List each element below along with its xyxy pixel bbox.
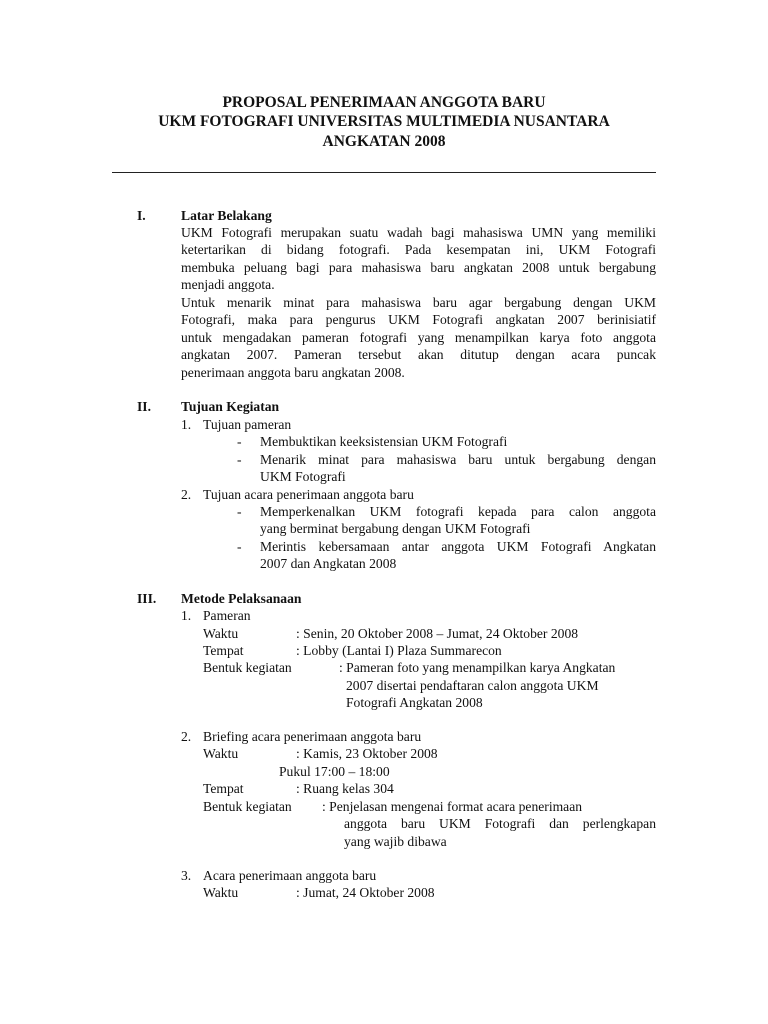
section-2-item-2-bullet-2-line-1: Merintis kebersamaan antar anggota UKM Fotografi Angkatan: [260, 539, 656, 554]
bentuk-kegiatan-line-2: anggota baru UKM Fotografi dan perlengkapan: [344, 816, 656, 831]
section-3-item-1-number: 1.: [181, 608, 192, 623]
section-2-heading: Tujuan Kegiatan: [181, 399, 280, 414]
section-2-item-1-number: 1.: [181, 417, 192, 432]
section-2-item-1-bullet-1: Membuktikan keeksistensian UKM Fotografi: [260, 434, 508, 449]
waktu-value: : Kamis, 23 Oktober 2008: [296, 746, 438, 761]
section-3-item-3-number: 3.: [181, 868, 192, 883]
doc-title-line-1: PROPOSAL PENERIMAAN ANGGOTA BARU: [222, 94, 546, 111]
section-2-item-2-bullet-2-line-2: 2007 dan Angkatan 2008: [260, 556, 397, 571]
section-1-para-1-line-1: UKM Fotografi merupakan suatu wadah bagi mahasiswa UMN yang memiliki: [181, 225, 656, 240]
section-1-para-1-line-2: ketertarikan di bidang fotografi. Pada kesempatan ini, UKM Fotografi: [181, 242, 656, 257]
section-2-item-2-number: 2.: [181, 487, 192, 502]
section-1-para-2-line-2: Fotografi, maka para pengurus UKM Fotografi angkatan 2007 berinisiatif: [181, 312, 656, 327]
bentuk-kegiatan-line-1: : Penjelasan mengenai format acara penerimaan: [322, 799, 583, 814]
doc-title-line-3: ANGKATAN 2008: [322, 133, 446, 150]
bentuk-kegiatan-line-1: : Pameran foto yang menampilkan karya Angkatan: [339, 660, 616, 675]
section-1-heading: Latar Belakang: [181, 208, 272, 223]
waktu-label: Waktu: [203, 885, 239, 900]
bullet-dash: -: [237, 434, 242, 449]
waktu-value: : Senin, 20 Oktober 2008 – Jumat, 24 Oktober 2008: [296, 626, 579, 641]
section-1-para-2-line-3: untuk mengadakan pameran fotografi yang menampilkan karya foto anggota: [181, 330, 656, 345]
bentuk-kegiatan-label: Bentuk kegiatan: [203, 660, 292, 675]
waktu-value: : Jumat, 24 Oktober 2008: [296, 885, 435, 900]
section-2-item-1-label: Tujuan pameran: [203, 417, 292, 432]
tempat-value: : Lobby (Lantai I) Plaza Summarecon: [296, 643, 502, 658]
section-3-item-3-label: Acara penerimaan anggota baru: [203, 868, 377, 883]
tempat-label: Tempat: [203, 781, 244, 796]
bentuk-kegiatan-line-3: Fotografi Angkatan 2008: [346, 695, 483, 710]
section-1-para-1-line-3: membuka peluang bagi para mahasiswa baru angkatan 2008 untuk bergabung: [181, 260, 656, 275]
bullet-dash: -: [237, 539, 242, 554]
bullet-dash: -: [237, 504, 242, 519]
waktu-label: Waktu: [203, 746, 239, 761]
section-1-para-2-line-5: penerimaan anggota baru angkatan 2008.: [181, 365, 405, 380]
bentuk-kegiatan-label: Bentuk kegiatan: [203, 799, 292, 814]
section-2-item-1-bullet-2-line-1: Menarik minat para mahasiswa baru untuk bergabung dengan: [260, 452, 656, 467]
section-3-item-2-number: 2.: [181, 729, 192, 744]
section-2-item-1-bullet-2-line-2: UKM Fotografi: [260, 469, 346, 484]
section-2-item-2-bullet-1-line-1: Memperkenalkan UKM fotografi kepada para calon anggota: [260, 504, 656, 519]
waktu-label: Waktu: [203, 626, 239, 641]
title-divider: [112, 172, 656, 173]
doc-title-line-2: UKM FOTOGRAFI UNIVERSITAS MULTIMEDIA NUSANTARA: [158, 113, 610, 130]
tempat-label: Tempat: [203, 643, 244, 658]
section-2-item-2-bullet-1-line-2: yang berminat bergabung dengan UKM Fotografi: [260, 521, 531, 536]
section-1-para-1-line-4: menjadi anggota.: [181, 277, 275, 292]
section-1-para-2-line-4: angkatan 2007. Pameran tersebut akan ditutup dengan acara puncak: [181, 347, 656, 362]
section-1-para-2-line-1: Untuk menarik minat para mahasiswa baru agar bergabung dengan UKM: [181, 295, 656, 310]
section-3-item-2-label: Briefing acara penerimaan anggota baru: [203, 729, 422, 744]
section-2-item-2-label: Tujuan acara penerimaan anggota baru: [203, 487, 414, 502]
bentuk-kegiatan-line-3: yang wajib dibawa: [344, 834, 447, 849]
section-3-heading: Metode Pelaksanaan: [181, 591, 302, 606]
section-3-number: III.: [137, 591, 157, 606]
section-2-number: II.: [137, 399, 151, 414]
bullet-dash: -: [237, 452, 242, 467]
section-3-item-1-label: Pameran: [203, 608, 251, 623]
tempat-value: : Ruang kelas 304: [296, 781, 394, 796]
pukul-value: Pukul 17:00 – 18:00: [279, 764, 390, 779]
section-1-number: I.: [137, 208, 146, 223]
bentuk-kegiatan-line-2: 2007 disertai pendaftaran calon anggota UKM: [346, 678, 599, 693]
